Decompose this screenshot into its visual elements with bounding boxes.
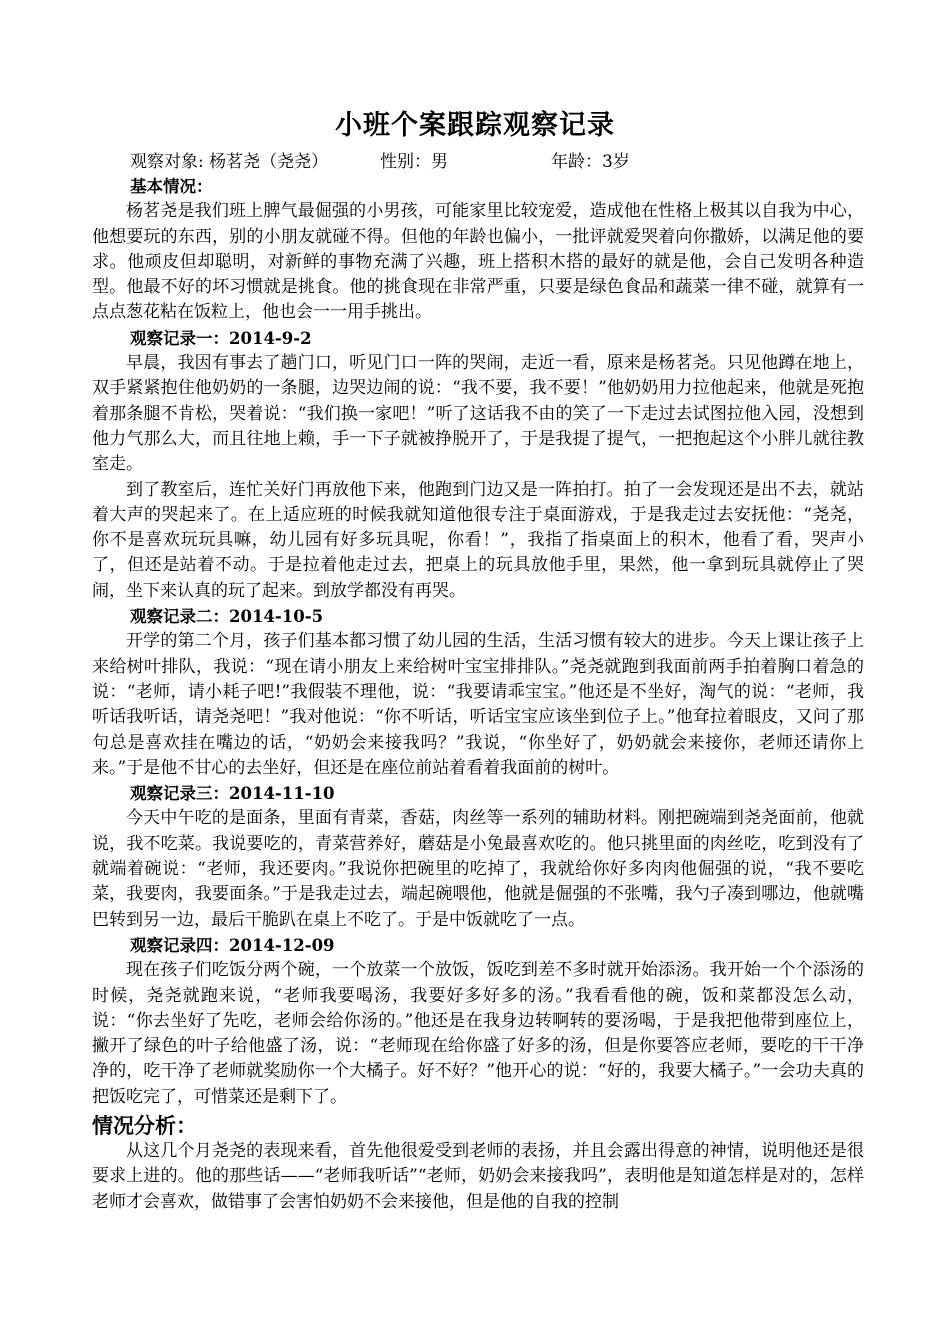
paragraph-record-2: 开学的第二个月，孩子们基本都习惯了幼儿园的生活，生活习惯有较大的进步。今天上课让孩子上来给树叶排队，我说：“现在请小朋友上来给树叶宝宝排排队。”尧尧就跑到我面前两手拍着胸口着急的说：“老师，请小耗子吧!”我假装不理他，说：“我要请乖宝宝。”他还是不坐好，淘气的说：“老师，我听话我听话，请尧尧吧！”我对他说：“你不听话，听话宝宝应该坐到位子上。”他耷拉着眼皮，又问了那句总是喜欢挂在嘴边的话，“奶奶会来接我吗？”我说，“你坐好了，奶奶就会来接你，老师还请你上来。”于是他不甘心的去坐好，但还是在座位前站着看着我面前的树叶。 <box>92 631 864 778</box>
document-body <box>92 174 864 1215</box>
section-heading-analysis: 情况分析： <box>92 1112 197 1138</box>
section-heading-basic: 基本情况： <box>130 177 213 196</box>
section-heading-record-4: 观察记录四：2014-12-09 <box>130 935 335 955</box>
subject-name: 观察对象: 杨茗尧（尧尧） <box>130 152 329 172</box>
paragraph-basic: 杨茗尧是我们班上脾气最倔强的小男孩，可能家里比较宠爱，造成他在性格上极其以自我为中心，他想要玩的东西，别的小朋友就碰不得。但他的年龄也偏小，一批评就爱哭着向你撒娇，以满足他的要求。他顽皮但却聪明，对新鲜的事物充满了兴趣，班上搭积木搭的最好的就是他，会自己发明各种造型。他最不好的坏习惯就是挑食。他的挑食现在非常严重，只要是绿色食品和蔬菜一律不碰，就算有一点点葱花粘在饭粒上，他也会一一用手挑出。 <box>92 201 864 323</box>
subject-gender: 性别：男 <box>380 152 448 172</box>
section-heading-record-1: 观察记录一：2014-9-2 <box>130 328 312 348</box>
subject-age: 年龄：3岁 <box>551 152 630 172</box>
paragraph-analysis: 从这几个月尧尧的表现来看，首先他很爱受到老师的表扬，并且会露出得意的神情，说明他还是很要求上进的。他的那些话——“老师我听话”“老师，奶奶会来接我吗”，表明他是知道怎样是对的，怎样老师才会喜欢，做错事了会害怕奶奶不会来接他，但是他的自我的控制 <box>92 1140 864 1212</box>
paragraph-record-3: 今天中午吃的是面条，里面有青菜，香菇，肉丝等一系列的辅助材料。刚把碗端到尧尧面前，他就说，我不吃菜。我说要吃的，青菜营养好，蘑菇是小兔最喜欢吃的。他只挑里面的肉丝吃，吃到没有了就端着碗说：“老师，我还要肉。”我说你把碗里的吃掉了，我就给你好多肉肉他倔强的说，“我不要吃菜，我要肉，我要面条。”于是我走过去，端起碗喂他，他就是倔强的不张嘴，我勺子凑到哪边，他就嘴巴转到另一边，最后干脆趴在桌上不吃了。于是中饭就吃了一点。 <box>92 808 864 930</box>
paragraph-record-1b: 到了教室后，连忙关好门再放他下来，他跑到门边又是一阵拍打。拍了一会发现还是出不去，就站着大声的哭起来了。在上适应班的时候我就知道他很专注于桌面游戏，于是我走过去安抚他：“尧尧，你不是喜欢玩玩具嘛，幼儿园有好多玩具呢，你看！”，我指了指桌面上的积木，他看了看，哭声小了，但还是站着不动。于是拉着他走过去，把桌上的玩具放他手里，果然，他一拿到玩具就停止了哭闹，坐下来认真的玩了起来。到放学都没有再哭。 <box>92 479 864 601</box>
page-title: 小班个案跟踪观察记录 <box>335 110 615 141</box>
section-heading-record-3: 观察记录三：2014-11-10 <box>130 784 335 804</box>
section-heading-record-2: 观察记录二：2014-10-5 <box>130 607 324 627</box>
paragraph-record-1a: 早晨，我因有事去了趟门口，听见门口一阵的哭闹，走近一看，原来是杨茗尧。只见他蹲在地上，双手紧紧抱住他奶奶的一条腿，边哭边闹的说：“我不要，我不要！”他奶奶用力拉他起来，他就是死抱着那条腿不肯松，哭着说：“我们换一家吧！”听了这话我不由的笑了一下走过去试图拉他入园，没想到他力气那么大，而且往地上赖，手一下子就被挣脱开了，于是我提了提气，一把抱起这个小胖儿就往教室走。 <box>92 353 864 475</box>
paragraph-record-4: 现在孩子们吃饭分两个碗，一个放菜一个放饭，饭吃到差不多时就开始添汤。我开始一个个添汤的时候，尧尧就跑来说，“老师我要喝汤，我要好多好多的汤。”我看看他的碗，饭和菜都没怎么动，说：“你去坐好了先吃，老师会给你汤的。”他还是在我身边转啊转的要汤喝，于是我把他带到座位上，撇开了绿色的叶子给他盛了汤，说：“老师现在给你盛了好多的汤，但是你要答应老师，要吃的干干净净的，吃干净了老师就奖励你一个大橘子。好不好？”他开心的说：“好的，我要大橘子。”一会功夫真的把饭吃完了，可惜菜还是剩下了。 <box>92 960 864 1107</box>
